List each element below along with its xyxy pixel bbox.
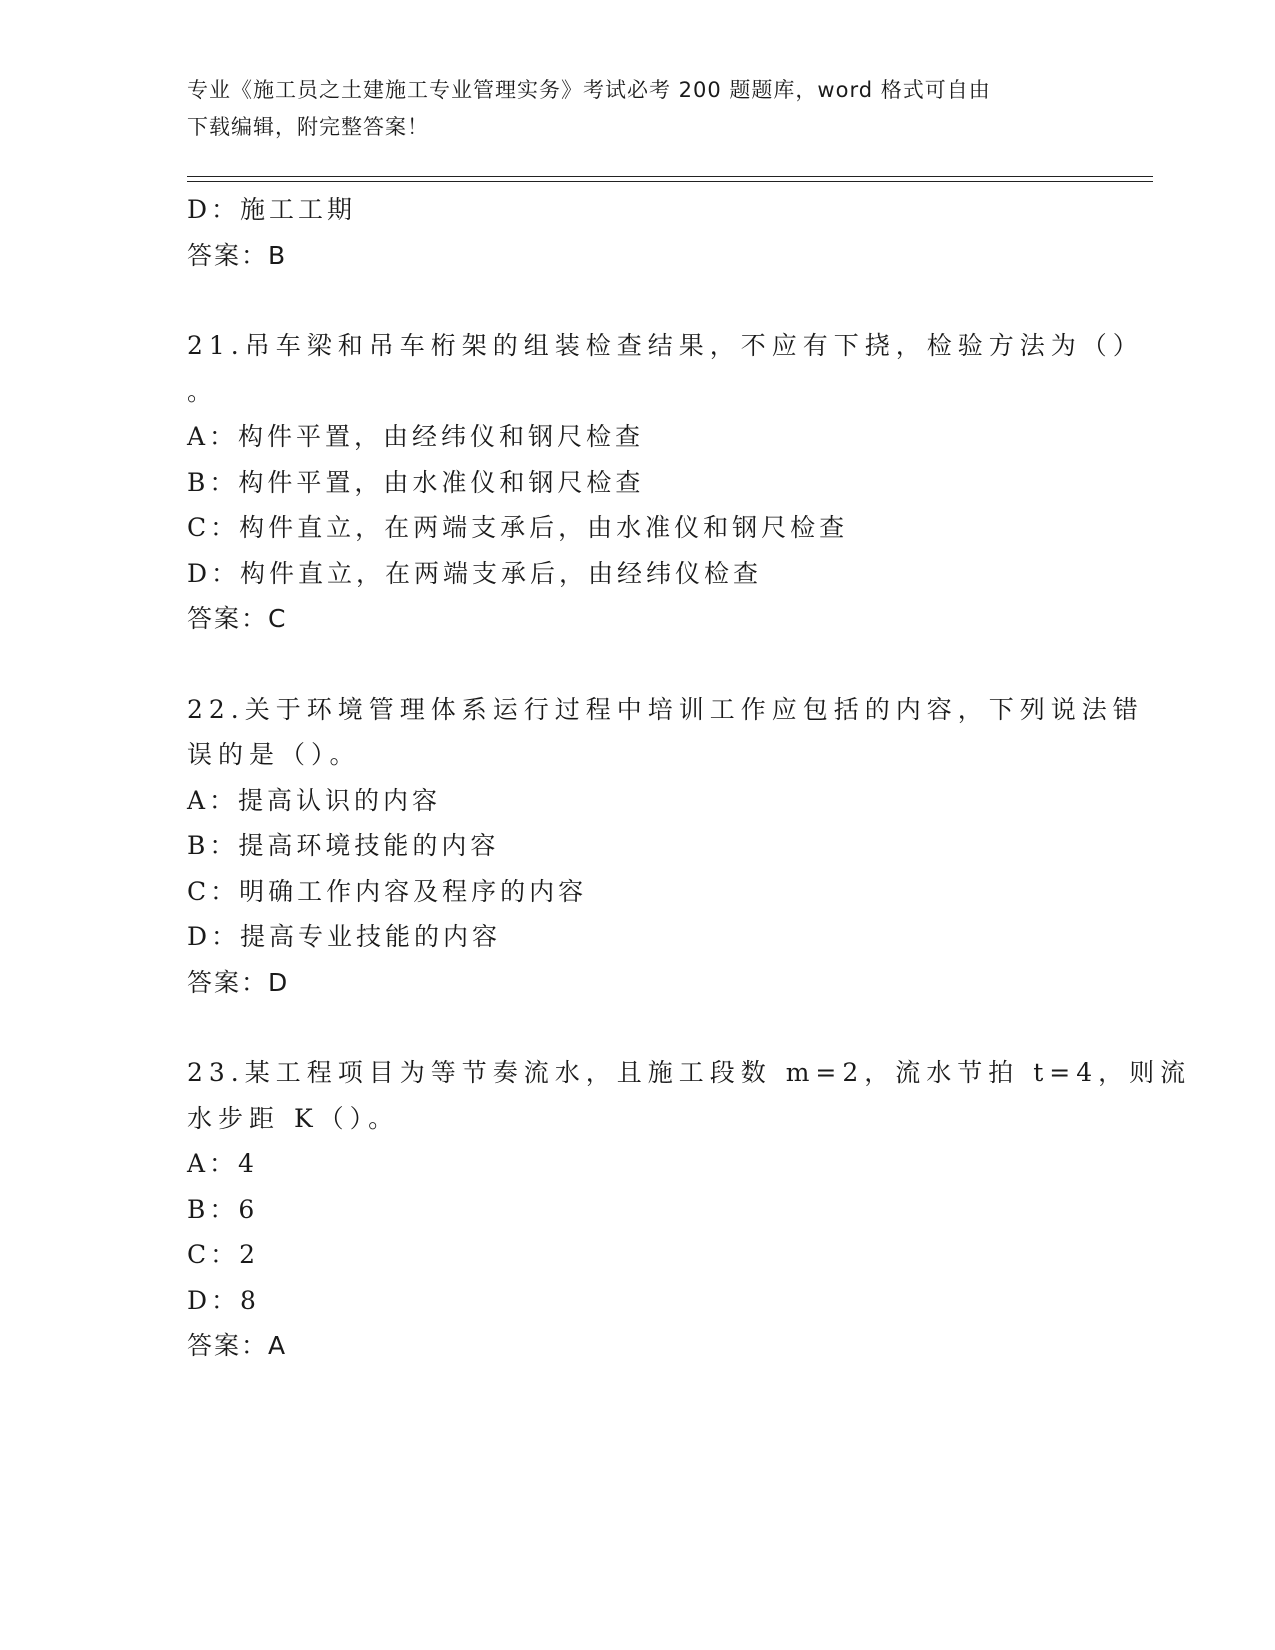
header-line-1: 专业《施工员之土建施工专业管理实务》考试必考 200 题题库，word 格式可自由 xyxy=(187,78,991,102)
answer: 答案：A xyxy=(187,1331,288,1360)
answer: 答案：B xyxy=(187,240,288,270)
header-rule-bottom xyxy=(187,181,1153,182)
answer: 答案：C xyxy=(187,604,288,633)
option-c: C：明确工作内容及程序的内容 xyxy=(187,876,588,906)
answer: 答案：D xyxy=(187,967,290,997)
header-rule-top xyxy=(187,176,1153,177)
question-stem-continued: 。 xyxy=(187,376,219,406)
option-d: D：构件直立，在两端支承后，由经纬仪检查 xyxy=(187,558,763,588)
question-23 xyxy=(187,1050,1192,1369)
question-stem: 21.吊车梁和吊车桁架的组装检查结果，不应有下挠，检验方法为（） xyxy=(187,331,1144,360)
document-body xyxy=(187,187,1192,1369)
option-b: B：构件平置，由水准仪和钢尺检查 xyxy=(187,467,645,497)
question-stem: 23.某工程项目为等节奏流水，且施工段数 m=2，流水节拍 t=4，则流 xyxy=(187,1058,1192,1087)
spacer xyxy=(187,1005,1087,1050)
option-c: C：2 xyxy=(187,1240,260,1269)
question-stem: 22.关于环境管理体系运行过程中培训工作应包括的内容，下列说法错 xyxy=(187,694,1144,724)
option-b: B：6 xyxy=(187,1194,259,1224)
spacer xyxy=(187,278,1087,323)
option-a: A：提高认识的内容 xyxy=(187,785,442,815)
option-a: A：构件平置，由经纬仪和钢尺检查 xyxy=(187,422,645,451)
option-d: D：提高专业技能的内容 xyxy=(187,922,502,951)
question-21 xyxy=(187,323,1144,642)
document-header xyxy=(187,72,1087,146)
spacer xyxy=(187,642,1087,687)
question-stem-continued: 误的是（）。 xyxy=(187,740,361,769)
option-d: D：8 xyxy=(187,1285,260,1315)
question-22 xyxy=(187,687,1144,1006)
option-b: B：提高环境技能的内容 xyxy=(187,831,500,860)
option-c: C：构件直立，在两端支承后，由水准仪和钢尺检查 xyxy=(187,513,849,542)
question-stem-continued: 水步距 K（）。 xyxy=(187,1103,400,1133)
option-d: D：施工工期 xyxy=(187,195,357,224)
option-a: A：4 xyxy=(187,1149,258,1178)
header-line-2: 下载编辑，附完整答案！ xyxy=(187,115,429,139)
